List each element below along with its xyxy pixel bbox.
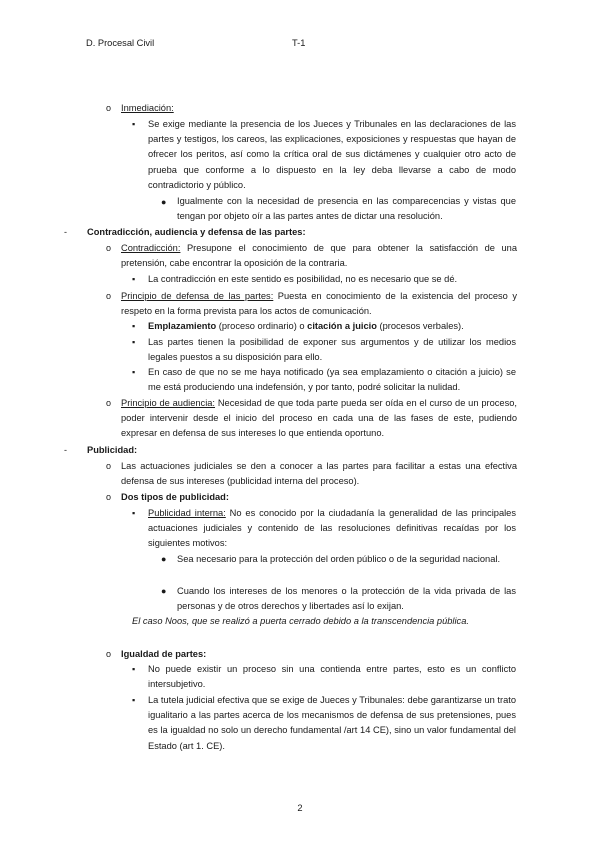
- igualdad-bullet-1: No puede existir un proceso sin una contienda entre partes, esto es un conflicto intersubjetivo.: [148, 664, 516, 690]
- dot-bullet: ●: [161, 554, 167, 564]
- page-number: 2: [297, 803, 303, 813]
- publicidad-title: Publicidad:: [87, 445, 138, 455]
- circle-bullet: o: [106, 461, 112, 471]
- defensa-bullet-3: En caso de que no se me haya notificado (ya sea emplazamiento o citación a juicio) se me está produciendo una indefensión, y por tanto, podré solicitar la nulidad.: [148, 367, 516, 393]
- publicidad-note: El caso Noos, que se realizó a puerta cerrado debido a la transcendencia pública.: [132, 616, 469, 626]
- square-bullet: ▪: [132, 367, 136, 377]
- square-bullet: ▪: [132, 695, 136, 705]
- publicidad-motivo-2: Cuando los intereses de los menores o la protección de la vida privada de las personas y de otros derechos y libertades así lo exijan.: [177, 586, 516, 612]
- circle-bullet: o: [106, 243, 112, 253]
- publicidad-motivo-1: Sea necesario para la protección del orden público o de la seguridad nacional.: [177, 554, 501, 564]
- square-bullet: ▪: [132, 337, 136, 347]
- circle-bullet: o: [106, 492, 112, 502]
- publicidad-item-2: Dos tipos de publicidad:: [121, 492, 229, 502]
- inmediacion-title: Inmediación:: [121, 103, 174, 113]
- igualdad-title: Igualdad de partes:: [121, 649, 207, 659]
- dash-bullet: -: [64, 445, 67, 455]
- circle-bullet: o: [106, 398, 112, 408]
- square-bullet: ▪: [132, 119, 136, 129]
- circle-bullet: o: [106, 291, 112, 301]
- defensa-bullet-2: Las partes tienen la posibilidad de exponer sus argumentos y de utilizar los medios legales puestos a su disposición para ello.: [148, 337, 516, 363]
- circle-bullet: o: [106, 103, 112, 113]
- circle-bullet: o: [106, 649, 112, 659]
- inmediacion-bullet-1a: Igualmente con la necesidad de presencia en las comparecencias y vistas que tengan por objeto oír a las partes antes de dictar una resolución.: [177, 196, 516, 222]
- dot-bullet: ●: [161, 197, 167, 207]
- defensa-item: Principio de defensa de las partes: Puesta en conocimiento de la existencia del proceso y respeto en la forma prevista para los actos de comunicación.: [121, 291, 518, 317]
- contradiccion-item: Contradicción: Presupone el conocimiento de que para obtener la satisfacción de una pretensión, cabe encontrar la oposición de la contraria.: [121, 243, 517, 269]
- contradiccion-title: Contradicción, audiencia y defensa de las partes:: [87, 227, 306, 237]
- inmediacion-bullet-1: Se exige mediante la presencia de los Jueces y Tribunales en las declaraciones de las partes y testigos, los careos, las explicaciones, exposiciones y respuestas que hayan de ofrecer los peritos, así como la crítica oral de sus dictámenes y cualquier otro acto de prueba que conforme a lo dispuesto en la ley deba llevarse a cabo de modo contradictorio y público.: [148, 119, 516, 190]
- dot-bullet: ●: [161, 586, 167, 596]
- igualdad-bullet-2: La tutela judicial efectiva que se exige de Jueces y Tribunales: debe garantizarse un trato igualitario a las partes acerca de los mecanismos de defensa de sus pretensiones, pues es la igualdad no solo un derecho fundamental /art 14 CE), sino un valor fundamental del Estado (art 1. CE).: [148, 695, 516, 751]
- square-bullet: ▪: [132, 664, 136, 674]
- dash-bullet: -: [64, 227, 67, 237]
- square-bullet: ▪: [132, 321, 136, 331]
- square-bullet: ▪: [132, 274, 136, 284]
- defensa-bullet-1: Emplazamiento (proceso ordinario) o citación a juicio (procesos verbales).: [148, 321, 464, 331]
- audiencia-item: Principio de audiencia: Necesidad de que toda parte pueda ser oída en el curso de un proceso, poder intervenir desde el inicio del proceso en cada una de las fases de este, pudiendo expresar en defensa de sus intereses lo que entienda oportuno.: [121, 398, 517, 439]
- publicidad-interna: Publicidad interna: No es conocido por la ciudadanía la generalidad de las principales actuaciones judiciales y contenido de las resoluciones definitivas recaídas por los siguientes motivos:: [148, 508, 516, 549]
- contradiccion-bullet: La contradicción en este sentido es posibilidad, no es necesario que se dé.: [148, 274, 458, 284]
- square-bullet: ▪: [132, 508, 136, 518]
- header-subject: D. Procesal Civil: [86, 38, 155, 48]
- publicidad-item-1: Las actuaciones judiciales se den a conocer a las partes para facilitar a estas una efectiva defensa de sus intereses (publicidad interna del proceso).: [121, 461, 517, 487]
- header-topic: T-1: [292, 38, 306, 48]
